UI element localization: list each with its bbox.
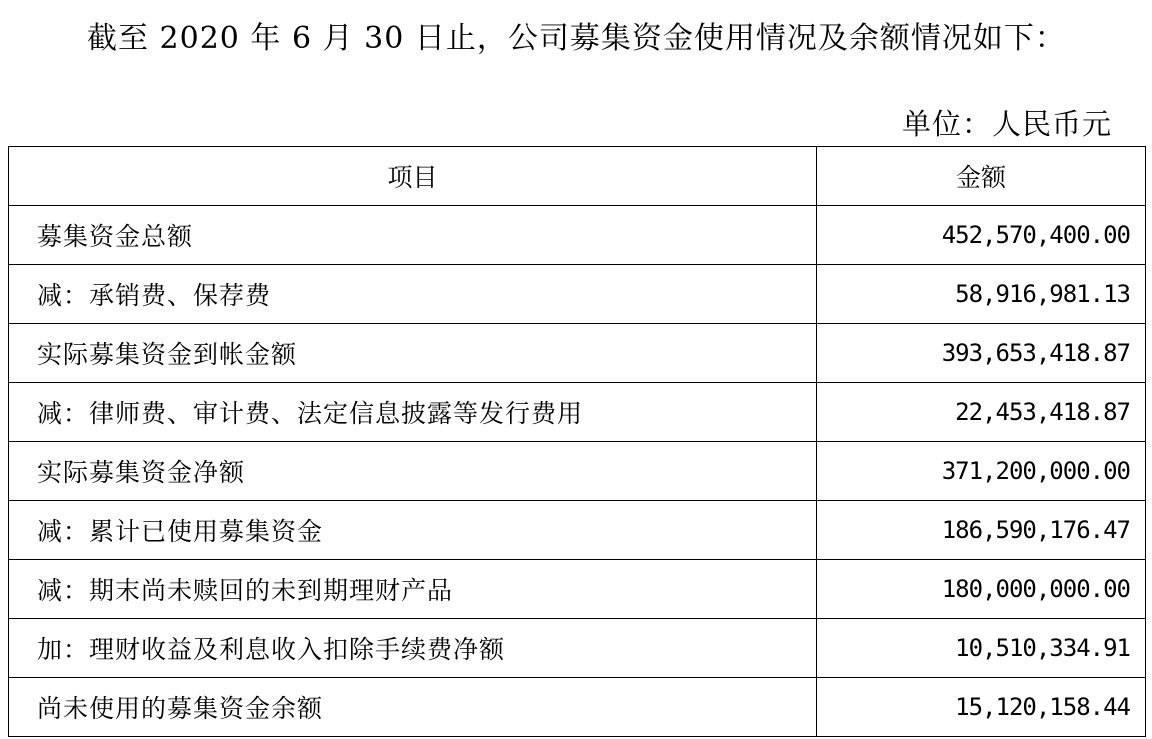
table-header-row [9,147,1146,206]
row-item: 减：累计已使用募集资金 [9,501,817,560]
row-amount: 15,120,158.44 [817,678,1146,737]
row-amount: 22,453,418.87 [817,383,1146,442]
table-row [9,678,1146,737]
header-amount: 金额 [817,147,1146,206]
table-row [9,383,1146,442]
table-row [9,324,1146,383]
row-amount: 58,916,981.13 [817,265,1146,324]
fund-usage-table [8,146,1146,737]
row-item: 减：承销费、保荐费 [9,265,817,324]
intro-paragraph: 截至 2020 年 6 月 30 日止，公司募集资金使用情况及余额情况如下： [87,21,1066,56]
row-amount: 452,570,400.00 [817,206,1146,265]
row-item: 尚未使用的募集资金余额 [9,678,817,737]
table-row [9,619,1146,678]
table-row [9,442,1146,501]
header-item: 项目 [9,147,817,206]
table-row [9,265,1146,324]
row-item: 实际募集资金到帐金额 [9,324,817,383]
row-amount: 186,590,176.47 [817,501,1146,560]
row-amount: 10,510,334.91 [817,619,1146,678]
row-item: 减：律师费、审计费、法定信息披露等发行费用 [9,383,817,442]
row-item: 实际募集资金净额 [9,442,817,501]
row-amount: 371,200,000.00 [817,442,1146,501]
unit-label: 单位：人民币元 [901,107,1112,141]
row-item: 募集资金总额 [9,206,817,265]
row-item: 减：期末尚未赎回的未到期理财产品 [9,560,817,619]
row-amount: 180,000,000.00 [817,560,1146,619]
row-amount: 393,653,418.87 [817,324,1146,383]
row-item: 加：理财收益及利息收入扣除手续费净额 [9,619,817,678]
table-row [9,206,1146,265]
table-row [9,501,1146,560]
table-row [9,560,1146,619]
